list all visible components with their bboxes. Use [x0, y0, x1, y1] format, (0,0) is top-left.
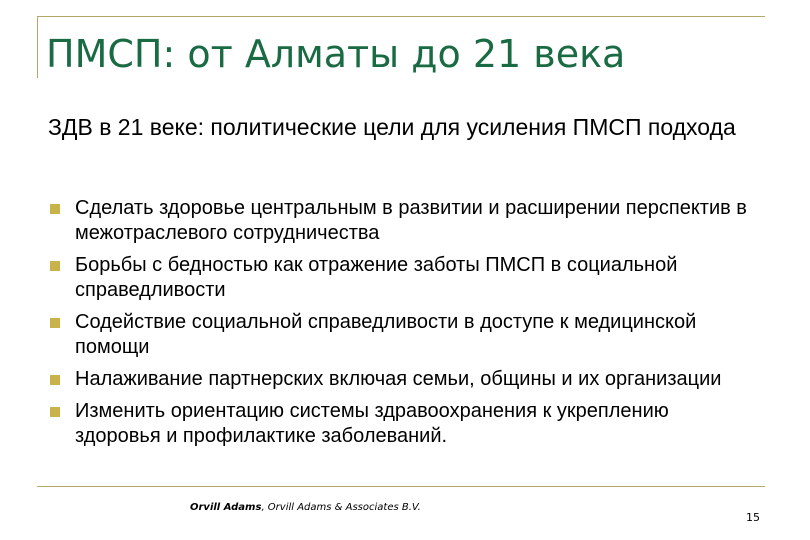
bullet-list	[48, 196, 748, 456]
slide-title: ПМСП: от Алматы до 21 века	[46, 32, 626, 76]
bullet-item	[48, 253, 748, 303]
square-bullet-icon	[50, 407, 60, 417]
square-bullet-icon	[50, 375, 60, 385]
bottom-border-line	[37, 486, 765, 487]
bullet-item	[48, 367, 748, 392]
square-bullet-icon	[50, 204, 60, 214]
bullet-item	[48, 310, 748, 360]
bullet-item	[48, 399, 748, 449]
top-border-line	[37, 16, 765, 17]
left-border-line	[37, 16, 38, 78]
slide-subtitle: ЗДВ в 21 веке: политические цели для усиления ПМСП подхода	[48, 114, 736, 140]
page-number: 15	[746, 511, 760, 524]
bullet-item	[48, 196, 748, 246]
footer-affiliation: , Orvill Adams & Associates B.V.	[261, 502, 421, 513]
square-bullet-icon	[50, 318, 60, 328]
footer-author: Orvill Adams	[190, 502, 262, 513]
bullet-text: Изменить ориентацию системы здравоохранения к укреплению здоровья и профилактике заболеваний.	[75, 400, 669, 447]
square-bullet-icon	[50, 261, 60, 271]
bullet-text: Налаживание партнерских включая семьи, общины и их организации	[75, 368, 722, 390]
bullet-text: Борьбы с бедностью как отражение заботы ПМСП в социальной справедливости	[75, 254, 678, 301]
bullet-text: Содействие социальной справедливости в доступе к медицинской помощи	[75, 311, 697, 358]
bullet-text: Сделать здоровье центральным в развитии и расширении перспектив в межотраслевого сотрудничества	[75, 197, 747, 244]
footer-credit	[190, 502, 421, 513]
